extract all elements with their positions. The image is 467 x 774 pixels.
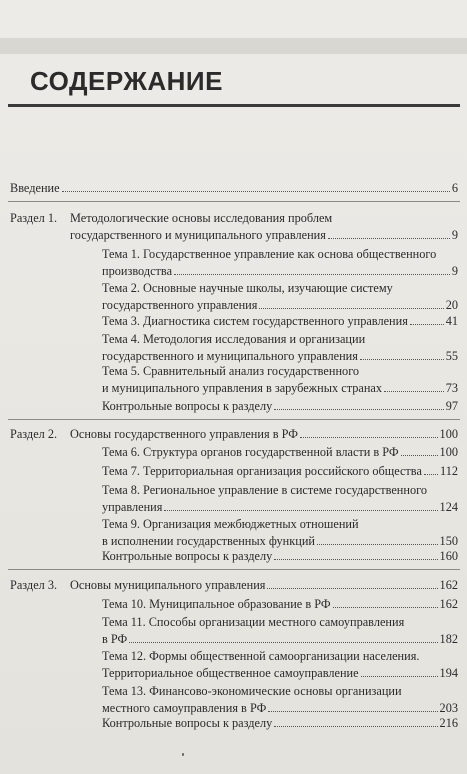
section-2-label: Раздел 2. xyxy=(10,427,58,441)
toc-page-number: 216 xyxy=(439,716,458,730)
toc-entry-questions-1: Контрольные вопросы к разделу 97 xyxy=(102,399,458,413)
toc-page-number: 124 xyxy=(439,500,458,514)
toc-page-number: 73 xyxy=(445,381,458,395)
toc-page-number: 150 xyxy=(439,534,458,548)
toc-entry-questions-2: Контрольные вопросы к разделу 160 xyxy=(102,549,458,563)
toc-entry-topic-7: Тема 7. Территориальная организация российского общества 112 xyxy=(102,464,458,478)
section-1-label: Раздел 1. xyxy=(10,211,58,225)
toc-page-number: 55 xyxy=(445,349,458,363)
toc-entry-text: Введение xyxy=(10,181,60,195)
toc-entry-topic-1: Тема 1. Государственное управление как основа общественного производства 9 xyxy=(102,247,458,278)
toc-entry-intro xyxy=(10,180,458,197)
section-3-label: Раздел 3. xyxy=(10,578,58,592)
toc-entry-topic-4: Тема 4. Методология исследования и организации государственного и муниципального управления 55 xyxy=(102,332,458,363)
toc-page-number: 203 xyxy=(439,701,458,715)
section-divider xyxy=(8,419,460,420)
section-divider xyxy=(8,201,460,202)
page-title: СОДЕРЖАНИЕ xyxy=(30,66,223,96)
toc-page-number: 162 xyxy=(439,597,458,611)
print-speck xyxy=(182,753,184,756)
toc-page-number: 9 xyxy=(451,264,458,278)
title-underline xyxy=(8,104,460,107)
toc-page-number: 6 xyxy=(451,181,458,195)
section-divider xyxy=(8,569,460,570)
toc-page-number: 100 xyxy=(439,445,458,459)
toc-entry-section-2: Основы государственного управления в РФ 100 xyxy=(70,427,458,441)
toc-page-number: 20 xyxy=(445,298,458,312)
toc-page-number: 194 xyxy=(439,666,458,680)
toc-entry-questions-3: Контрольные вопросы к разделу 216 xyxy=(102,716,458,730)
running-header-strip xyxy=(0,38,467,54)
toc-entry-section-3: Основы муниципального управления 162 xyxy=(70,578,458,592)
toc-page-number: 41 xyxy=(445,314,458,328)
toc-page-number: 182 xyxy=(439,632,458,646)
toc-entry-section-1: Методологические основы исследования проблем государственного и муниципального управления 9 xyxy=(70,211,458,242)
toc-entry-topic-6: Тема 6. Структура органов государственной власти в РФ 100 xyxy=(102,445,458,459)
toc-entry-topic-12: Тема 12. Формы общественной самоорганизации населения. Территориальное общественное самоуправление 194 xyxy=(102,649,458,680)
toc-page-number: 162 xyxy=(439,578,458,592)
toc-entry-topic-2: Тема 2. Основные научные школы, изучающие систему государственного управления 20 xyxy=(102,281,458,312)
toc-entry-topic-11: Тема 11. Способы организации местного самоуправления в РФ 182 xyxy=(102,615,458,646)
toc-entry-topic-5: Тема 5. Сравнительный анализ государственного и муниципального управления в зарубежных странах 73 xyxy=(102,364,458,395)
toc-entry-topic-3: Тема 3. Диагностика систем государственного управления 41 xyxy=(102,314,458,328)
toc-entry-topic-13: Тема 13. Финансово-экономические основы организации местного самоуправления в РФ 203 xyxy=(102,684,458,715)
toc-page-number: 160 xyxy=(439,549,458,563)
toc-page-number: 9 xyxy=(451,228,458,242)
toc-page-number: 112 xyxy=(440,464,458,478)
toc-entry-topic-8: Тема 8. Региональное управление в системе государственного управления 124 xyxy=(102,483,458,514)
toc-entry-topic-10: Тема 10. Муниципальное образование в РФ 162 xyxy=(102,597,458,611)
toc-entry-topic-9: Тема 9. Организация межбюджетных отношений в исполнении государственных функций 150 xyxy=(102,517,458,548)
toc-page-number: 100 xyxy=(439,427,458,441)
toc-page-number: 97 xyxy=(445,399,458,413)
